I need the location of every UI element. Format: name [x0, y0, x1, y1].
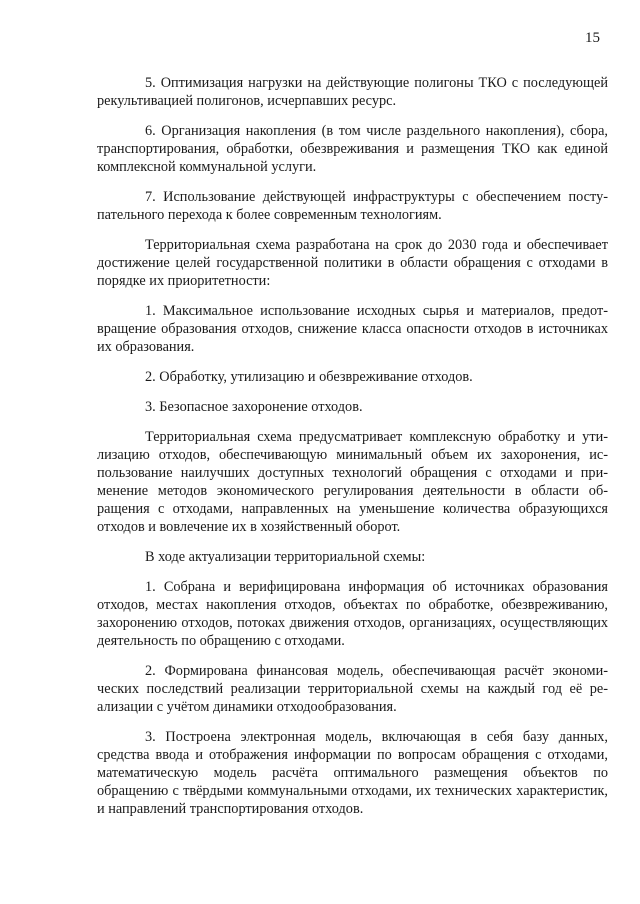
paragraph-priority-2: 2. Обработку, утилизацию и обезвреживание отходов.	[145, 369, 473, 385]
paragraph-update-1: 1. Собрана и верифицирована информация об источниках образования отходов, местах накопления отходов, объектах по обработке, обезвреживанию, захоронению отходов, потоках движения отходов, организациях, осуществляющих деятельность по обращению с отходами.	[97, 579, 608, 649]
paragraph-scheme-provisions: Территориальная схема предусматривает комплексную обработку и утилизацию отходов, обеспечивающую минимальный объем их захоронения, использование наилучших доступных технологий обращения с отходами и применение методов экономического регулирования деятельности в области обращения с отходами, направленных на уменьшение количества образующихся отходов и вовлечение их в хозяйственный оборот.	[97, 429, 608, 535]
paragraph-measure-7: 7. Использование действующей инфраструктуры с обеспечением поступательного перехода к более современным технологиям.	[97, 189, 608, 223]
paragraph-scheme-goals: Территориальная схема разработана на срок до 2030 года и обеспечивает достижение целей государственной политики в области обращения с отходами в порядке их приоритетности:	[97, 237, 608, 289]
document-body	[97, 74, 608, 830]
paragraph-update-3: 3. Построена электронная модель, включающая в себя базу данных, средства ввода и отображения информации по вопросам обращения с отходами, математическую модель расчёта оптимального размещения объектов по обращению с твёрдыми коммунальными отходами, их технических характеристик, и направлений транспортирования отходов.	[97, 729, 608, 817]
paragraph-update-intro: В ходе актуализации территориальной схемы:	[145, 549, 426, 565]
paragraph-priority-3: 3. Безопасное захоронение отходов.	[145, 399, 363, 415]
paragraph-update-2: 2. Формирована финансовая модель, обеспечивающая расчёт экономических последствий реализации территориальной схемы на каждый год её реализации с учётом динамики отходообразования.	[97, 663, 608, 715]
page-number: 15	[585, 30, 600, 46]
paragraph-measure-6: 6. Организация накопления (в том числе раздельного накопления), сбора, транспортирования, обработки, обезвреживания и размещения ТКО как единой комплексной коммунальной услуги.	[97, 123, 608, 175]
paragraph-measure-5: 5. Оптимизация нагрузки на действующие полигоны ТКО с последующей рекультивацией полигонов, исчерпавших ресурс.	[97, 75, 608, 109]
paragraph-priority-1: 1. Максимальное использование исходных сырья и материалов, предотвращение образования отходов, снижение класса опасности отходов в источниках их образования.	[97, 303, 608, 355]
